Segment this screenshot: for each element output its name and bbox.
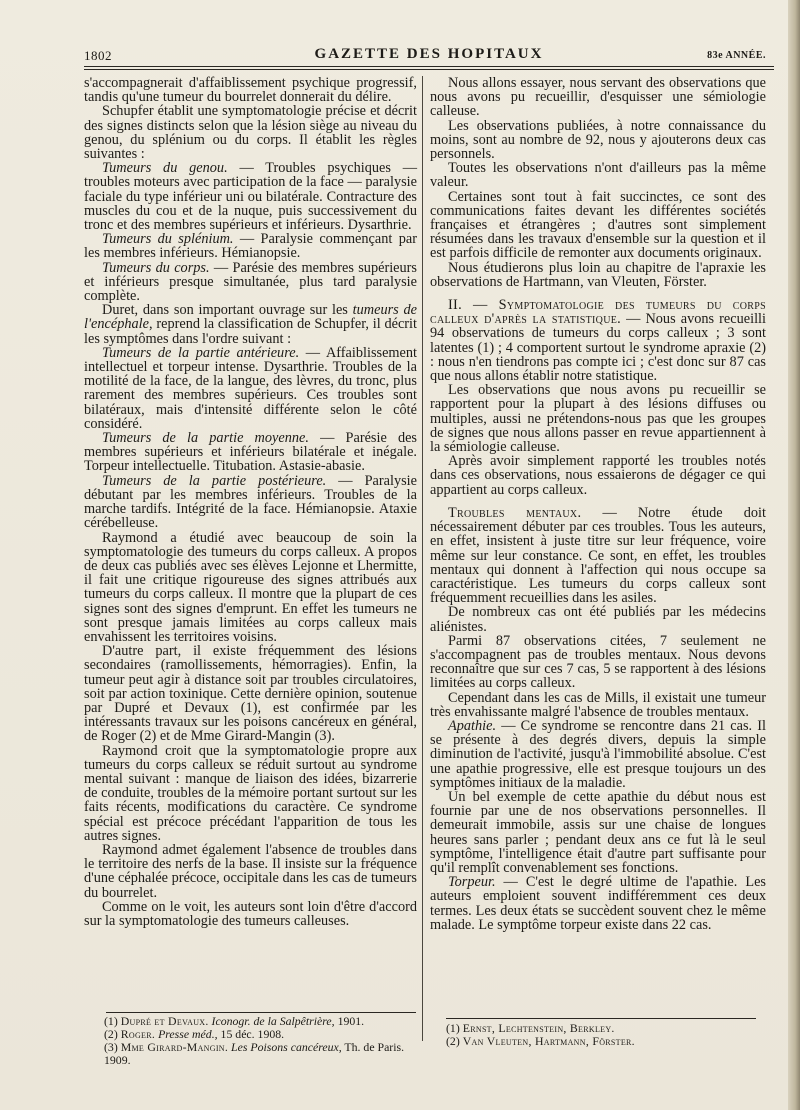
footnote <box>446 1035 756 1048</box>
header-rule-top <box>84 66 774 67</box>
paragraph-text: Duret, dans son important ouvrage sur les <box>102 302 353 319</box>
paragraph-text: — Troubles psychiques — troubles moteurs avec participation de la face — paralysie faciale du type inférieur uni ou bilatérale. Contracture des muscles du cou et de la nuque, puis successivement du tronc et des membres supérieurs et inférieurs. Dysarthrie. <box>84 160 418 234</box>
paragraph-text: — Paralysie débutant par les membres inférieurs. Troubles de la marche tardifs. Intégrité de la face. Hémianopsie. Ataxie cérébelleuse. <box>84 472 418 532</box>
section-heading: II. — Symptomatologie des tumeurs du corps calleux d'après la statistique. <box>430 297 766 328</box>
page-edge-binding <box>788 0 800 1110</box>
paragraph-lead: Tumeurs de la partie postérieure. <box>102 472 327 489</box>
paragraph-lead: Tumeurs du corps. <box>102 259 210 276</box>
footnote-number: (1) <box>104 1014 121 1028</box>
paragraph <box>84 303 417 346</box>
page-number: 1802 <box>84 48 112 63</box>
paragraph: D'autre part, il existe fréquemment des lésions secondaires (ramollissements, hémorragies). Enfin, la tumeur peut agir à distance soit par troubles circulatoires, soit par action toxinique. Cette dernière opinion, soutenue par Dupré et Devaux (1), est confirmée par les intéressants travaux sur les poisons cancéreux en général, de Roger (2) et de Mme Girard-Mangin (3). <box>84 643 417 745</box>
footnotes-right <box>446 1022 756 1048</box>
paragraph <box>84 431 417 474</box>
column-divider <box>422 76 423 1041</box>
paragraph <box>430 875 766 932</box>
footnote-details: 15 déc. 1908. <box>217 1027 285 1041</box>
page-header <box>84 46 774 66</box>
paragraph: Raymond a étudié avec beaucoup de soin la symptomatologie des tumeurs du corps calleux. A propos de deux cas publiés avec ses élèves Lejonne et Lhermitte, il fait une critique rigoureuse des signes attribués aux tumeurs du corps calleux. Il montre que la plupart de ces signes sont des signes d'emprunt. En effet les tumeurs ne sont presque jamais limitées au corps calleux mais envahissent les territoires voisins. <box>84 529 417 645</box>
section-heading: Troubles mentaux. <box>448 504 582 521</box>
paragraph: Certaines sont tout à fait succinctes, ce sont des communications faites devant les différentes sociétés françaises et étrangères ; d'autres sont simplement résumées dans les travaux d'ensemble sur la question et il est parfois difficile de remonter aux documents originaux. <box>430 188 766 262</box>
footnote-number: (1) <box>446 1021 463 1035</box>
paragraph-text: — Notre étude doit nécessairement débuter par ces troubles. Tous les auteurs, en effet, insistent à juste titre sur leur fréquence, voire même sur leur constance. Ce sont, en effet, les troubles mentaux qui donnent à l'affection qui nous occupe sa caractéristique. Les tumeurs du corps calleux sont fréquemment recueillies dans les asiles. <box>430 504 766 607</box>
paragraph: Toutes les observations n'ont d'ailleurs pas la même valeur. <box>430 160 766 191</box>
footnote-details: Th. de Paris. 1909. <box>104 1040 405 1067</box>
paragraph-text: , reprend la classification de Schupfer, il décrit les symptômes dans l'ordre suivant : <box>84 316 417 347</box>
footnote-rule-right <box>446 1018 756 1019</box>
footnote-source: Presse méd., <box>155 1027 218 1041</box>
paragraph-lead: Tumeurs du splénium. <box>102 231 234 248</box>
footnote-author: Roger. <box>120 1027 156 1041</box>
footnote-author: Mme Girard-Mangin. <box>120 1040 229 1054</box>
paragraph <box>430 506 766 605</box>
footnote-number: (2) <box>104 1027 121 1041</box>
paragraph <box>84 346 417 431</box>
footnote-number: (2) <box>446 1034 463 1048</box>
footnotes-left <box>104 1015 417 1067</box>
journal-title: GAZETTE DES HOPITAUX <box>314 46 544 62</box>
footnote-rule-left <box>106 1012 416 1013</box>
footnote-author: Dupré et Devaux. <box>120 1014 209 1028</box>
paragraph: Parmi 87 observations citées, 7 seulement ne s'accompagnent pas de troubles mentaux. Nous devons reconnaître que sur ces 7 cas, 5 se rapportent à des lésions limitées au corps calleux. <box>430 632 766 692</box>
footnote-source: Les Poisons cancéreux, <box>228 1040 342 1054</box>
paragraph-lead: Apathie. <box>448 717 497 734</box>
paragraph: Après avoir simplement rapporté les troubles notés dans ces observations, nous essaierons de dégager ce qui appartient au corps calleux. <box>430 453 766 498</box>
footnote-number: (3) <box>104 1040 121 1054</box>
paragraph-text: — Ce syndrome se rencontre dans 21 cas. Il se présente à des degrés divers, depuis la simple diminution de l'activité, jusqu'à l'immobilité absolue. C'est une apathie progressive, elle est presque toujours un des symptômes initiaux de la maladie. <box>430 717 766 791</box>
paragraph: Un bel exemple de cette apathie du début nous est fournie par une de nos observations personnelles. Il demeurait immobile, assis sur une chaise de longues heures sans parler ; pendant deux ans ce fut là le seul symptôme, l'intelligence était d'autre part suffisante pour qu'il remplît convenablement ses fonctions. <box>430 788 766 876</box>
paragraph: Nous étudierons plus loin au chapitre de l'apraxie les observations de Hartmann, van Vleuten, Förster. <box>430 259 766 290</box>
paragraph: Raymond croit que la symptomatologie propre aux tumeurs du corps calleux se réduit surtout au syndrome mental suivant : manque de liaison des idées, bizarrerie de conduite, troubles de la mémoire portant surtout sur les faits récents, modifications du caractère. Ce syndrome spécial est précoce précédant l'apparition de tous les autres signes. <box>84 742 417 844</box>
paragraph: Raymond admet également l'absence de troubles dans le territoire des nerfs de la base. Il insiste sur la fréquence d'une céphalée précoce, occipitale dans les cas de tumeurs du bourrelet. <box>84 841 417 901</box>
paragraph: Cependant dans les cas de Mills, il existait une tumeur très envahissante malgré l'absence de troubles mentaux. <box>430 689 766 720</box>
paragraph: De nombreux cas ont été publiés par les médecins aliénistes. <box>430 604 766 635</box>
paragraph-text: — Nous avons recueilli 94 observations de tumeurs du corps calleux ; 3 sont latentes (1) ; 4 comportent surtout le syndrome apraxie (2) : nous n'en tiendrons pas compte ici ; c'est donc sur 87 cas que nous allons établir notre statistique. <box>430 311 766 385</box>
paragraph: Les observations publiées, à notre connaissance du moins, sont au nombre de 92, nous y ajouterons deux cas personnels. <box>430 117 766 163</box>
right-column <box>430 76 766 932</box>
paragraph-lead: Tumeurs de la partie antérieure. <box>102 344 300 361</box>
paragraph <box>84 261 417 304</box>
footnote-author: Ernst, Lechtenstein, Berkley. <box>462 1021 615 1035</box>
paragraph: Nous allons essayer, nous servant des observations que nous avons pu recueillir, d'esquisser une sémiologie calleuse. <box>430 75 766 120</box>
footnote-author: Van Vleuten, Hartmann, Förster. <box>462 1034 635 1048</box>
header-rule-bottom <box>84 69 774 70</box>
paragraph: s'accompagnerait d'affaiblissement psychique progressif, tandis qu'une tumeur du bourrelet donnerait du délire. <box>84 75 417 106</box>
paragraph-text: — C'est le degré ultime de l'apathie. Les auteurs emploient souvent indifféremment ces deux termes. Les deux états se succèdent souvent chez le même malade. Le symptôme torpeur existe dans 22 cas. <box>430 874 766 933</box>
paragraph-text: — Paralysie commençant par les membres inférieurs. Hémianopsie. <box>84 231 417 262</box>
paragraph-text: — Affaiblissement intellectuel et torpeur intense. Dysarthrie. Troubles de la motilité de la face, de la langue, des lèvres, du tronc, plus rarement des membres supérieurs. Ces troubles sont bilatéraux, mais d'intensité différente selon le côté considéré. <box>84 344 418 432</box>
left-column <box>84 76 417 928</box>
paragraph <box>84 232 417 260</box>
paragraph <box>430 719 766 790</box>
paragraph <box>84 474 417 531</box>
footnote-details: 1901. <box>334 1014 365 1028</box>
paragraph-lead: tumeurs de l'encéphale <box>84 302 417 333</box>
paragraph-lead: Tumeurs du genou. <box>102 160 228 177</box>
paragraph-lead: Tumeurs de la partie moyenne. <box>102 430 309 447</box>
paragraph-text: — Parésie des membres supérieurs et inférieurs presque simultanée, plus tard paralysie complète. <box>84 259 417 305</box>
paragraph <box>84 161 417 232</box>
paragraph: Comme on le voit, les auteurs sont loin d'être d'accord sur la symptomatologie des tumeurs calleuses. <box>84 898 417 929</box>
paragraph: Schupfer établit une symptomatologie précise et décrit des signes distincts selon que la lésion siège au niveau du genou, du splénium ou du corps. Il établit les règles suivantes : <box>84 103 417 163</box>
paragraph: Les observations que nous avons pu recueillir se rapportent pour la plupart à des lésions diffuses ou multiples, aussi ne prétendons-nous pas que les groupes de signes que nous allons passer en revue appartiennent à la sémiologie calleuse. <box>430 382 766 456</box>
paragraph-lead: Torpeur. <box>448 874 496 891</box>
paragraph-text: — Parésie des membres supérieurs et inférieurs bilatérale et inégale. Torpeur intellectuelle. Titubation. Astasie-abasie. <box>84 430 417 475</box>
issue-label: 83e ANNÉE. <box>707 50 766 61</box>
footnote <box>104 1041 417 1067</box>
footnote-source: Iconogr. de la Salpêtrière, <box>208 1014 335 1028</box>
paragraph <box>430 298 766 383</box>
